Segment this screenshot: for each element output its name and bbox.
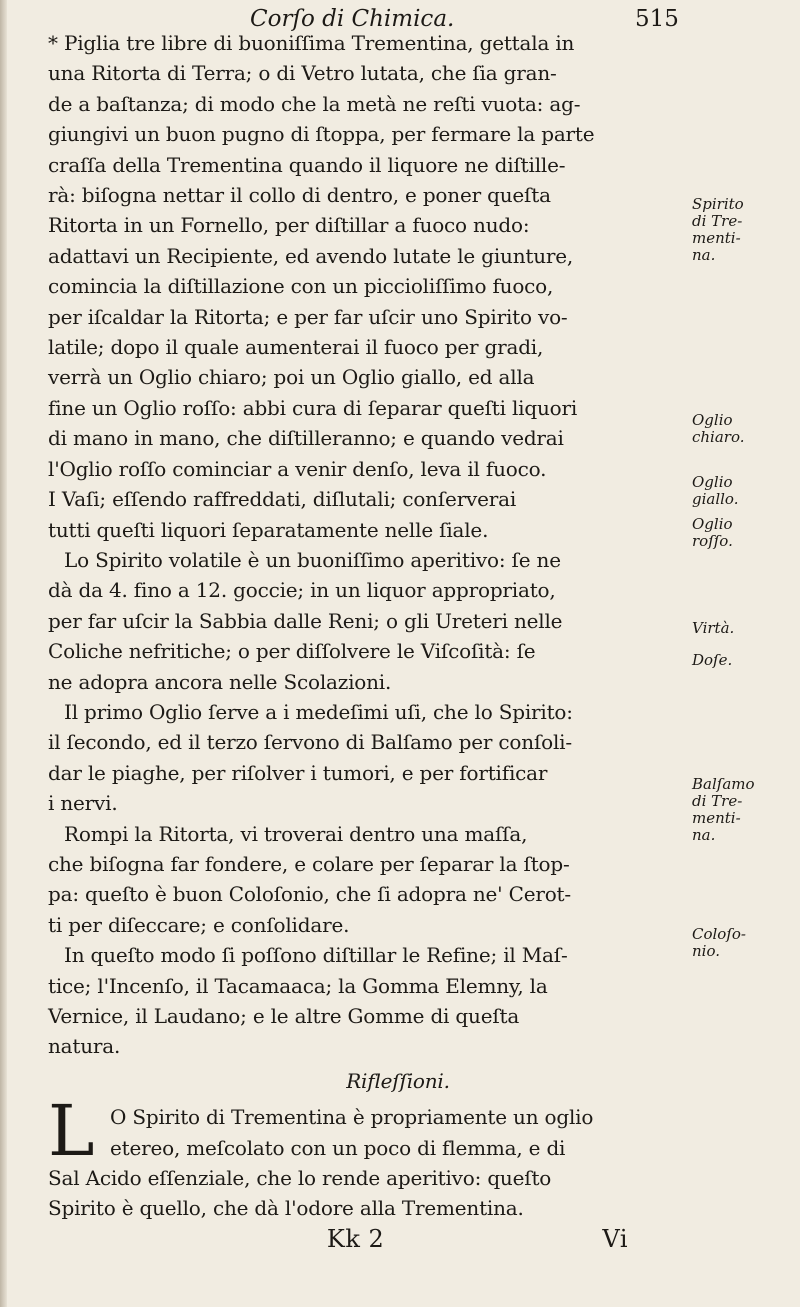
text-line: Rompi la Ritorta, vi troverai dentro una maſſa, — [64, 821, 528, 846]
margin-note-line: Oglio — [692, 411, 733, 429]
paragraph-6 — [48, 1090, 688, 1224]
text-line: ne adopra ancora nelle Scolazioni. — [48, 669, 392, 694]
text-line: rà: biſogna nettar il collo di dentro, e poner queſta — [48, 183, 551, 208]
margin-note-line: Oglio — [692, 515, 733, 533]
margin-note-line: menti- — [692, 809, 741, 827]
margin-note-dose — [692, 652, 732, 669]
text-line: I Vaſi; eſſendo raffreddati, diſlutali; conſerverai — [48, 487, 517, 512]
text-line: ti per diſeccare; e conſolidare. — [48, 912, 350, 937]
margin-note-line: roſſo. — [692, 532, 733, 550]
paragraph-5 — [48, 940, 688, 1062]
text-line: tice; l'Incenſo, il Tacamaaca; la Gomma Elemny, la — [48, 973, 548, 998]
margin-note-balsamo — [692, 776, 755, 844]
text-line: l'Oglio roſſo cominciar a venir denſo, leva il fuoco. — [48, 456, 547, 481]
margin-note-virta — [692, 620, 734, 637]
text-line: che biſogna far fondere, e colare per ſeparar la ſtop- — [48, 851, 570, 876]
margin-note-line: nio. — [692, 942, 720, 960]
text-line: natura. — [48, 1034, 121, 1059]
text-line: In queſto modo ſi poſſono diſtillar le Refine; il Maſ- — [64, 943, 568, 968]
page-number: 515 — [635, 6, 679, 32]
page-footer — [48, 1224, 688, 1254]
margin-note-colofonio — [692, 926, 746, 960]
margin-note-line: chiaro. — [692, 428, 745, 446]
text-line: Vernice, il Laudano; e le altre Gomme di queſta — [48, 1004, 520, 1028]
margin-note-line: giallo. — [692, 490, 739, 508]
paragraph-2 — [48, 545, 688, 697]
text-line: Il primo Oglio ſerve a i medeſimi uſi, che lo Spirito: — [64, 699, 573, 724]
text-line: una Ritorta di Terra; o di Vetro lutata, che ſia gran- — [48, 61, 557, 86]
drop-capital: L — [48, 1090, 95, 1173]
margin-note-line: di Tre- — [692, 212, 743, 230]
page-binding-edge — [0, 0, 7, 1307]
text-line: tutti queſti liquori ſeparatamente nelle ſiale. — [48, 517, 489, 542]
signature-mark: Kk 2 — [326, 1224, 385, 1253]
margin-note-line: Virtà. — [692, 619, 735, 637]
text-line: Lo Spirito volatile è un buoniſſimo aperitivo: ſe ne — [64, 547, 561, 572]
text-line: etereo, meſcolato con un poco di flemma, e di — [110, 1135, 566, 1160]
text-line: il ſecondo, ed il terzo ſervono di Balſamo per conſoli- — [48, 730, 572, 755]
text-line: i nervi. — [48, 791, 118, 816]
text-line: fine un Oglio roſſo: abbi cura di ſeparar queſti liquori — [48, 395, 578, 420]
text-line: giungivi un buon pugno di ſtoppa, per fermare la parte — [48, 122, 595, 147]
text-line: craſſa della Trementina quando il liquore ne diſtille- — [48, 152, 566, 177]
text-line: comincia la diſtillazione con un piccioliſſimo fuoco, — [48, 274, 554, 299]
text-line: per far uſcir la Sabbia dalle Reni; o gli Ureteri nelle — [48, 608, 563, 633]
margin-note-spirito — [692, 196, 744, 264]
paragraph-4 — [48, 819, 688, 941]
text-line: Coliche nefritiche; o per diſſolvere le Viſcoſità: ſe — [48, 639, 536, 664]
text-line: Spirito è quello, che dà l'odore alla Trementina. — [48, 1196, 524, 1221]
dropcap-block — [48, 1090, 688, 1173]
text-line: adattavi un Recipiente, ed avendo lutate le giunture, — [48, 243, 574, 268]
margin-note-line: Balſamo — [692, 775, 755, 793]
margin-note-line: na. — [692, 246, 716, 264]
main-text — [48, 16, 688, 1254]
paragraph-3 — [48, 697, 688, 819]
text-line: Sal Acido eſſenziale, che lo rende aperitivo: queſto — [48, 1166, 552, 1191]
margin-note-line: Coloſo- — [692, 925, 746, 943]
text-line: di mano in mano, che diſtilleranno; e quando vedrai — [48, 426, 564, 451]
text-line: per iſcaldar la Ritorta; e per far uſcir uno Spirito vo- — [48, 304, 568, 329]
text-line: verrà un Oglio chiaro; poi un Oglio giallo, ed alla — [48, 365, 535, 390]
text-line: latile; dopo il quale aumenterai il fuoco per gradi, — [48, 335, 544, 360]
margin-note-line: Oglio — [692, 473, 733, 491]
margin-note-oglio-rosso — [692, 516, 733, 550]
margin-note-line: di Tre- — [692, 792, 743, 810]
text-line: dar le piaghe, per riſolver i tumori, e per fortificar — [48, 760, 548, 785]
margin-note-line: Doſe. — [692, 651, 733, 669]
margin-note-oglio-chiaro — [692, 412, 745, 446]
margin-note-line: na. — [692, 826, 716, 844]
text-line: dà da 4. fino a 12. goccie; in un liquor appropriato, — [48, 578, 556, 603]
margin-note-line: menti- — [692, 229, 741, 247]
paragraph-1 — [48, 28, 688, 545]
running-title: Corſo di Chimica. — [250, 6, 455, 32]
text-line: Ritorta in un Fornello, per diſtillar a fuoco nudo: — [48, 213, 530, 238]
section-heading: Rifleſſioni. — [346, 1068, 450, 1093]
margin-note-oglio-giallo — [692, 474, 738, 508]
margin-note-line: Spirito — [692, 195, 744, 213]
text-line: pa: queſto è buon Coloſonio, che ſi adopra ne' Cerot- — [48, 882, 571, 907]
catchword: Vi — [602, 1224, 628, 1253]
text-line: * Piglia tre libre di buoniſſima Trementina, gettala in — [48, 31, 575, 55]
text-line: de a baſtanza; di modo che la metà ne reſti vuota: ag- — [48, 91, 581, 116]
text-line: O Spirito di Trementina è propriamente un oglio — [110, 1105, 594, 1130]
